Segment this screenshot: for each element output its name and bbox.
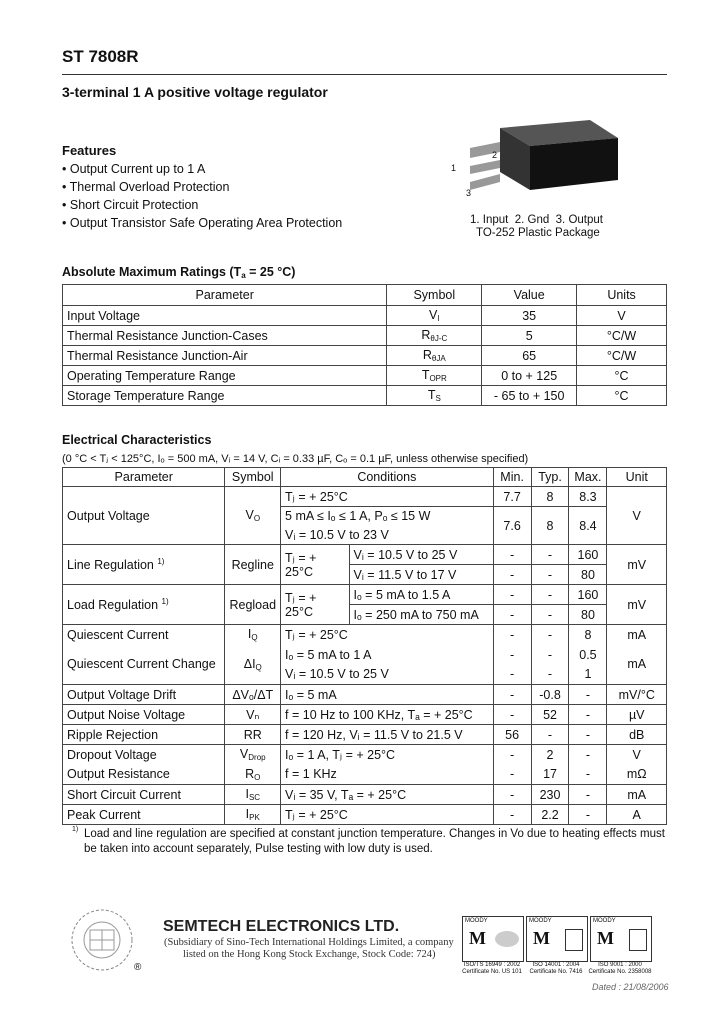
table-row: Ripple Rejection RR f = 120 Hz, Vᵢ = 11.5 V to 21.5 V 56 - - dB [63, 725, 667, 745]
subtitle: 3-terminal 1 A positive voltage regulator [62, 84, 328, 100]
registered-mark: ® [134, 962, 142, 973]
table-row: Load Regulation $^{1)}$ Regload Tⱼ = + 25°C Iₒ = 5 mA to 1.5 A - - 160 mV [63, 585, 667, 605]
table-row: Iₒ = 250 mA to 750 mA - - 80 [63, 605, 667, 625]
pinout-caption: 1. Input 2. Gnd 3. Output [470, 214, 603, 226]
table-row: Line Regulation $^{1)}$ Regline Tⱼ = + 25°C Vᵢ = 10.5 V to 25 V - - 160 mV [63, 545, 667, 565]
table-row: Peak Current $I_{PK}$ Tⱼ = + 25°C - 2.2 - A [63, 805, 667, 825]
ukas-check-icon [565, 929, 583, 951]
table-row: Operating Temperature Range $T_{OPR}$ 0 to + 125 °C [63, 366, 667, 386]
pin-label: 2 [492, 150, 498, 160]
company-name: SEMTECH ELECTRONICS LTD. [163, 918, 400, 935]
zert-icon [495, 931, 519, 947]
cert-label: ISO 9001 : 2000 [598, 962, 642, 968]
features-heading: Features [62, 143, 117, 158]
ec-heading: Electrical Characteristics [62, 433, 212, 447]
cert-badge: MOODY M [590, 916, 652, 962]
cert-number: Certificate No. US 101 [462, 969, 522, 975]
table-row: Quiescent Current Change $\Delta I_Q$ Iₒ = 5 mA to 1 A - - 0.5 mA [63, 645, 667, 665]
semtech-logo-icon [66, 906, 142, 976]
company-listing: listed on the Hong Kong Stock Exchange, Stock Code: 724) [183, 949, 436, 960]
header-rule [62, 74, 667, 75]
feature-item: • Short Circuit Protection [62, 198, 199, 212]
table-header-row: Parameter Symbol Value Units [63, 285, 667, 306]
cert-label: ISO/TS 16949 : 2002 [463, 962, 521, 968]
ec-conditions: (0 °C < Tⱼ < 125°C, Iₒ = 500 mA, Vᵢ = 14 V, Cᵢ = 0.33 µF, Cₒ = 0.1 µF, unless otherwise specified) [62, 453, 529, 465]
cert-badge: MOODY M [462, 916, 524, 962]
part-number: ST 7808R [62, 47, 139, 66]
table-row: Short Circuit Current $I_{SC}$ Vᵢ = 35 V, Tₐ = + 25°C - 230 - mA [63, 785, 667, 805]
table-row: Storage Temperature Range $T_S$ - 65 to + 150 °C [63, 386, 667, 406]
pin-label: 1 [451, 163, 457, 173]
cert-number: Certificate No. 7416 [529, 969, 583, 975]
table-row: Vᵢ = 10.5 V to 25 V - - 1 [63, 665, 667, 685]
cert-badge: MOODY M [526, 916, 588, 962]
table-row: Vᵢ = 10.5 V to 23 V [63, 526, 667, 545]
moody-m-icon: M [597, 928, 614, 948]
pin-label: 3 [466, 188, 472, 198]
amr-heading: Absolute Maximum Ratings ($T_a = 25$ °C) [62, 265, 296, 280]
table-header-row: Parameter Symbol Conditions Min. Typ. Max. Unit [63, 468, 667, 487]
table-row: Output Resistance $R_O$ f = 1 KHz - 17 - mΩ [63, 765, 667, 785]
package-caption: TO-252 Plastic Package [476, 227, 600, 239]
feature-item: • Thermal Overload Protection [62, 180, 230, 194]
table-row: Input Voltage $V_I$ 35 V [63, 306, 667, 326]
table-row: Output Voltage Drift ΔVₒ/ΔT Iₒ = 5 mA - -0.8 - mV/°C [63, 685, 667, 705]
table-row: Dropout Voltage $V_{Drop}$ Iₒ = 1 A, Tⱼ = + 25°C - 2 - V [63, 745, 667, 765]
table-row: 5 mA ≤ Iₒ ≤ 1 A, Pₒ ≤ 15 W 7.6 8 8.4 [63, 507, 667, 526]
feature-item: • Output Current up to 1 A [62, 162, 206, 176]
table-row: Quiescent Current $I_Q$ Tⱼ = + 25°C - - 8 mA [63, 625, 667, 645]
company-subsidiary: (Subsidiary of Sino-Tech International Holdings Limited, a company [164, 937, 454, 948]
footnote: Load and line regulation are specified at constant junction temperature. Changes in Vo due to heating effects must be taken into account separately, Pulse testing with low duty is used. [84, 828, 665, 855]
features-list [62, 160, 342, 232]
cert-label: ISO 14001 : 2004 [532, 962, 580, 968]
cert-number: Certificate No. 2358008 [588, 969, 652, 975]
table-row: Thermal Resistance Junction-Cases $R_{\theta J-C}$ 5 °C/W [63, 326, 667, 346]
ec-table [62, 467, 667, 825]
table-row: Vᵢ = 11.5 V to 17 V - - 80 [63, 565, 667, 585]
table-row: Thermal Resistance Junction-Air $R_{\theta JA}$ 65 °C/W [63, 346, 667, 366]
issue-date: Dated : 21/08/2006 [592, 982, 669, 992]
footnote-mark: 1) [72, 826, 79, 833]
table-row: Output Voltage $V_O$ Tⱼ = + 25°C 7.7 8 8.3 V [63, 487, 667, 507]
feature-item: • Output Transistor Safe Operating Area Protection [62, 216, 343, 230]
amr-table [62, 284, 667, 406]
table-row: Output Noise Voltage Vₙ f = 10 Hz to 100 KHz, Tₐ = + 25°C - 52 - µV [63, 705, 667, 725]
moody-m-icon: M [469, 928, 486, 948]
ukas-check-icon [629, 929, 647, 951]
moody-m-icon: M [533, 928, 550, 948]
